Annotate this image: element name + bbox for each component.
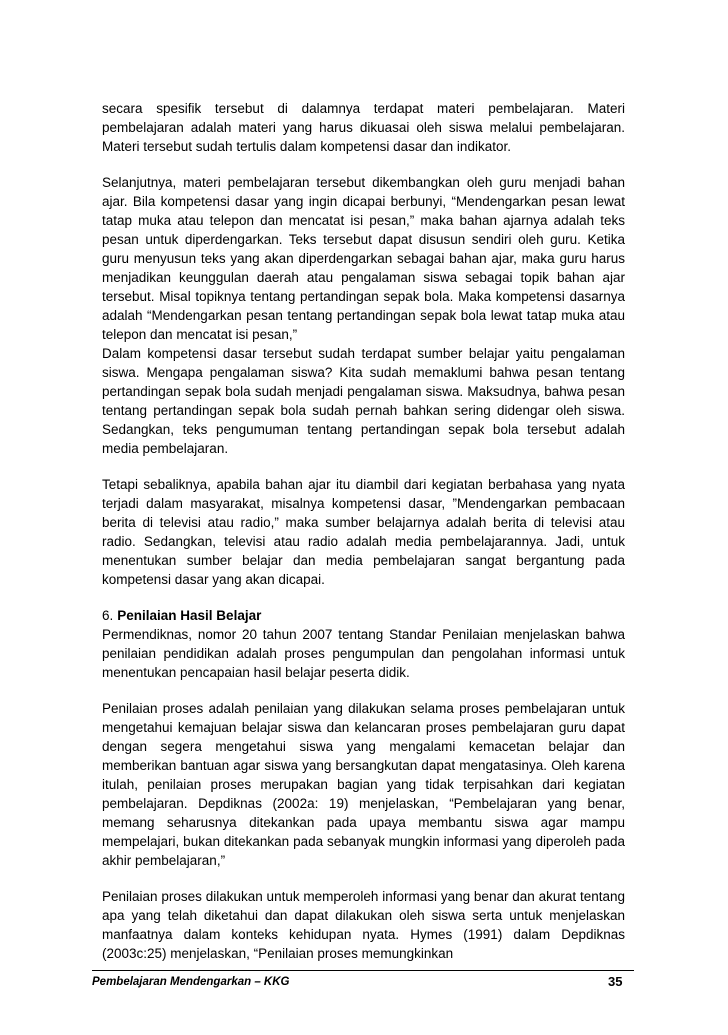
paragraph-4: Tetapi sebaliknya, apabila bahan ajar itu diambil dari kegiatan berbahasa yang nyata terjadi dalam masyarakat, misalnya kompetensi dasar, ”Mendengarkan pembacaan berita di televisi atau radio,” maka sumber belajarnya adalah berita di televisi atau radio. Sedangkan, televisi atau radio adalah media pembelajarannya. Jadi, untuk menentukan sumber belajar dan media pembelajaran sangat bergantung pada kompetensi dasar yang akan dicapai.	[102, 477, 625, 587]
section-number: 6.	[102, 608, 114, 623]
paragraph-1: secara spesifik tersebut di dalamnya terdapat materi pembelajaran. Materi pembelajaran adalah materi yang harus dikuasai oleh siswa melalui pembelajaran. Materi tersebut sudah tertulis dalam kompetensi dasar dan indikator.	[102, 101, 625, 154]
page-body	[102, 99, 625, 980]
footer-title: Pembelajaran Mendengarkan – KKG	[92, 976, 290, 988]
page-number: 35	[608, 974, 623, 989]
section-title: Penilaian Hasil Belajar	[117, 608, 262, 623]
section-heading	[102, 606, 625, 625]
paragraph-2: Selanjutnya, materi pembelajaran tersebut dikembangkan oleh guru menjadi bahan ajar. Bila kompetensi dasar yang ingin dicapai berbunyi, “Mendengarkan pesan lewat tatap muka atau telepon dan mencatat isi pesan,” maka bahan ajarnya adalah teks pesan untuk diperdengarkan. Teks tersebut dapat disusun sendiri oleh guru. Ketika guru menyusun teks yang akan diperdengarkan sebagai bahan ajar, maka guru harus menjadikan keunggulan daerah atau pengalaman siswa sebagai topik bahan ajar tersebut. Misal topiknya tentang pertandingan sepak bola. Maka kompetensi dasarnya adalah “Mendengarkan pesan tentang pertandingan sepak bola lewat tatap muka atau telepon dan mencatat isi pesan,”	[102, 175, 625, 342]
paragraph-6: Penilaian proses adalah penilaian yang dilakukan selama proses pembelajaran untuk mengetahui kemajuan belajar siswa dan kelancaran proses pembelajaran guru dapat dengan segera mengetahui siswa yang mengalami kemacetan belajar dan memberikan bantuan agar siswa yang bersangkutan dapat mengatasinya. Oleh karena itulah, penilaian proses merupakan bagian yang tidak terpisahkan dari kegiatan pembelajaran. Depdiknas (2002a: 19) menjelaskan, “Pembelajaran yang benar, memang seharusnya ditekankan pada upaya membantu siswa agar mampu mempelajari, bukan ditekankan pada sebanyak mungkin informasi yang diperoleh pada akhir pembelajaran,”	[102, 701, 625, 868]
footer-divider	[92, 970, 634, 971]
paragraph-5: Permendiknas, nomor 20 tahun 2007 tentang Standar Penilaian menjelaskan bahwa penilaian pendidikan adalah proses pengumpulan dan pengolahan informasi untuk menentukan pencapaian hasil belajar peserta didik.	[102, 627, 625, 680]
paragraph-3: Dalam kompetensi dasar tersebut sudah terdapat sumber belajar yaitu pengalaman siswa. Mengapa pengalaman siswa? Kita sudah memaklumi bahwa pesan tentang pertandingan sepak bola sudah menjadi pengalaman siswa. Maksudnya, bahwa pesan tentang pertandingan sepak bola sudah pernah bahkan sering didengar oleh siswa. Sedangkan, teks pengumuman tentang pertandingan sepak bola tersebut adalah media pembelajaran.	[102, 346, 625, 456]
paragraph-7: Penilaian proses dilakukan untuk memperoleh informasi yang benar dan akurat tentang apa yang telah diketahui dan dapat dilakukan oleh siswa serta untuk menjelaskan manfaatnya dalam konteks kehidupan nyata. Hymes (1991) dalam Depdiknas (2003c:25) menjelaskan, “Penilaian proses memungkinkan	[102, 889, 625, 961]
